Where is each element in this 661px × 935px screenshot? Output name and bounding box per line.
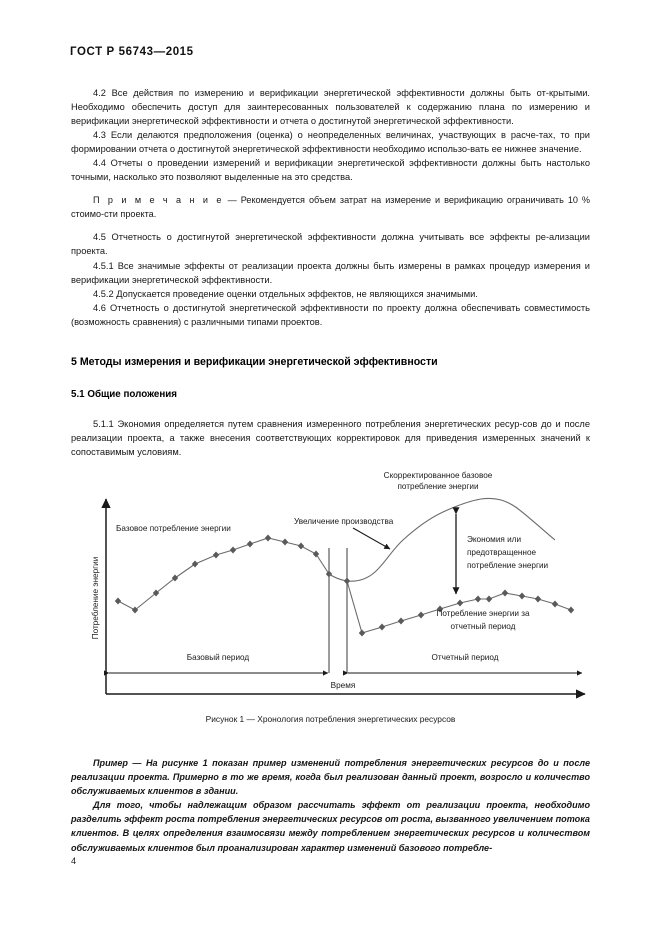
paragraph-5-1-1: 5.1.1 Экономия определяется путем сравнения измеренного потребления энергетических ресур-сов до и после реализации проекта, а также внесения соответствующих корректировок для приведения измеренных значений к сопоставимым условиям.	[71, 418, 590, 457]
paragraph-4-6: 4.6 Отчетность о достигнутой энергетической эффективности по проекту должна обеспечивать совместимость (возможность сравнения) с различными типами проектов.	[71, 302, 590, 327]
label-adjusted-baseline-line1: Скорректированное базовое	[383, 471, 493, 480]
label-production-increase: Увеличение производства	[294, 517, 394, 526]
subsection-heading-5-1: 5.1 Общие положения	[71, 388, 178, 400]
production-increase-arrow	[353, 528, 390, 549]
example-block	[71, 756, 590, 855]
label-baseline-period: Базовый период	[186, 653, 250, 662]
paragraph-4-2: 4.2 Все действия по измерению и верификации энергетической эффективности должны быть от-крытыми. Необходимо обеспечить доступ для заинтересованных пользователей к содержанию плана по измерению и верификации энергетической эффективности и отчета о достигнутой энергетической эффективности.	[71, 88, 590, 127]
note-text: Рекомендуется объем затрат на измерение и верификацию ограничивать 10 % стоимо-сти проекта.	[71, 195, 591, 220]
example-text-1: На рисунке 1 показан пример изменений потребления энергетических ресурсов до и после реализации проекта. Примерно в то же время, когда был реализован данный проект, возросло и количество обслуживаемых клиентов в здании.	[71, 758, 591, 797]
label-reporting-series-line1: Потребление энергии за	[436, 609, 530, 618]
series-baseline-energy	[115, 535, 332, 614]
label-reporting-period: Отчетный период	[431, 653, 499, 662]
label-savings-line3: потребление энергии	[467, 561, 549, 570]
example-paragraph-2: Для того, чтобы надлежащим образом рассчитать эффект от реализации проекта, необходимо разделить эффект роста потребления энергетических ресурсов от роста, вызванного увеличением потока клиентов. В целях определения взаимосвязи между потреблением энергетических ресурсов и количеством обслуживаемых клиентов был проанализирован характер изменений базового потребле-	[71, 800, 590, 853]
note-dash: —	[227, 195, 237, 206]
document-body	[71, 86, 590, 459]
paragraph-4-5: 4.5 Отчетность о достигнутой энергетической эффективности должна учитывать все эффекты ре-ализации проекта.	[71, 232, 590, 257]
label-x-axis: Время	[330, 681, 356, 690]
period-divider-lines	[329, 548, 347, 673]
figure-1	[85, 468, 595, 708]
page-number: 4	[71, 856, 77, 866]
section-heading-5: 5 Методы измерения и верификации энергетической эффективности	[71, 355, 438, 368]
label-savings-line1: Экономия или	[467, 535, 522, 544]
label-baseline-energy: Базовое потребление энергии	[116, 524, 231, 533]
example-dash: —	[132, 758, 142, 768]
paragraph-4-3: 4.3 Если делаются предположения (оценка) о неопределенных величинах, участвующих в расче-тах, то при формировании отчета о достигнутой энергетической эффективности необходимо использо-вать ее нижнее значение.	[71, 130, 590, 155]
paragraph-4-4: 4.4 Отчеты о проведении измерений и верификации энергетической эффективности должны быть настолько точными, насколько это позволяют выделенные на это средства.	[71, 158, 590, 183]
label-y-axis: Потребление энергии	[91, 556, 100, 640]
label-adjusted-baseline-line2: потребление энергии	[397, 482, 479, 491]
example-label: Пример	[93, 758, 128, 768]
label-savings-line2: предотвращенное	[467, 548, 537, 557]
figure-caption: Рисунок 1 — Хронология потребления энергетических ресурсов	[205, 714, 456, 724]
note-block	[71, 193, 590, 221]
paragraph-4-5-1: 4.5.1 Все значимые эффекты от реализации проекта должны быть измерены в рамках процедур измерения и верификации энергетической эффективности.	[71, 260, 590, 285]
example-paragraph-1	[71, 756, 590, 798]
paragraph-4-5-2: 4.5.2 Допускается проведение оценки отдельных эффектов, не являющихся значимыми.	[93, 288, 478, 299]
label-reporting-series-line2: отчетный период	[450, 622, 516, 631]
page-header: ГОСТ Р 56743—2015	[70, 46, 194, 58]
note-label: П р и м е ч а н и е	[93, 195, 224, 206]
